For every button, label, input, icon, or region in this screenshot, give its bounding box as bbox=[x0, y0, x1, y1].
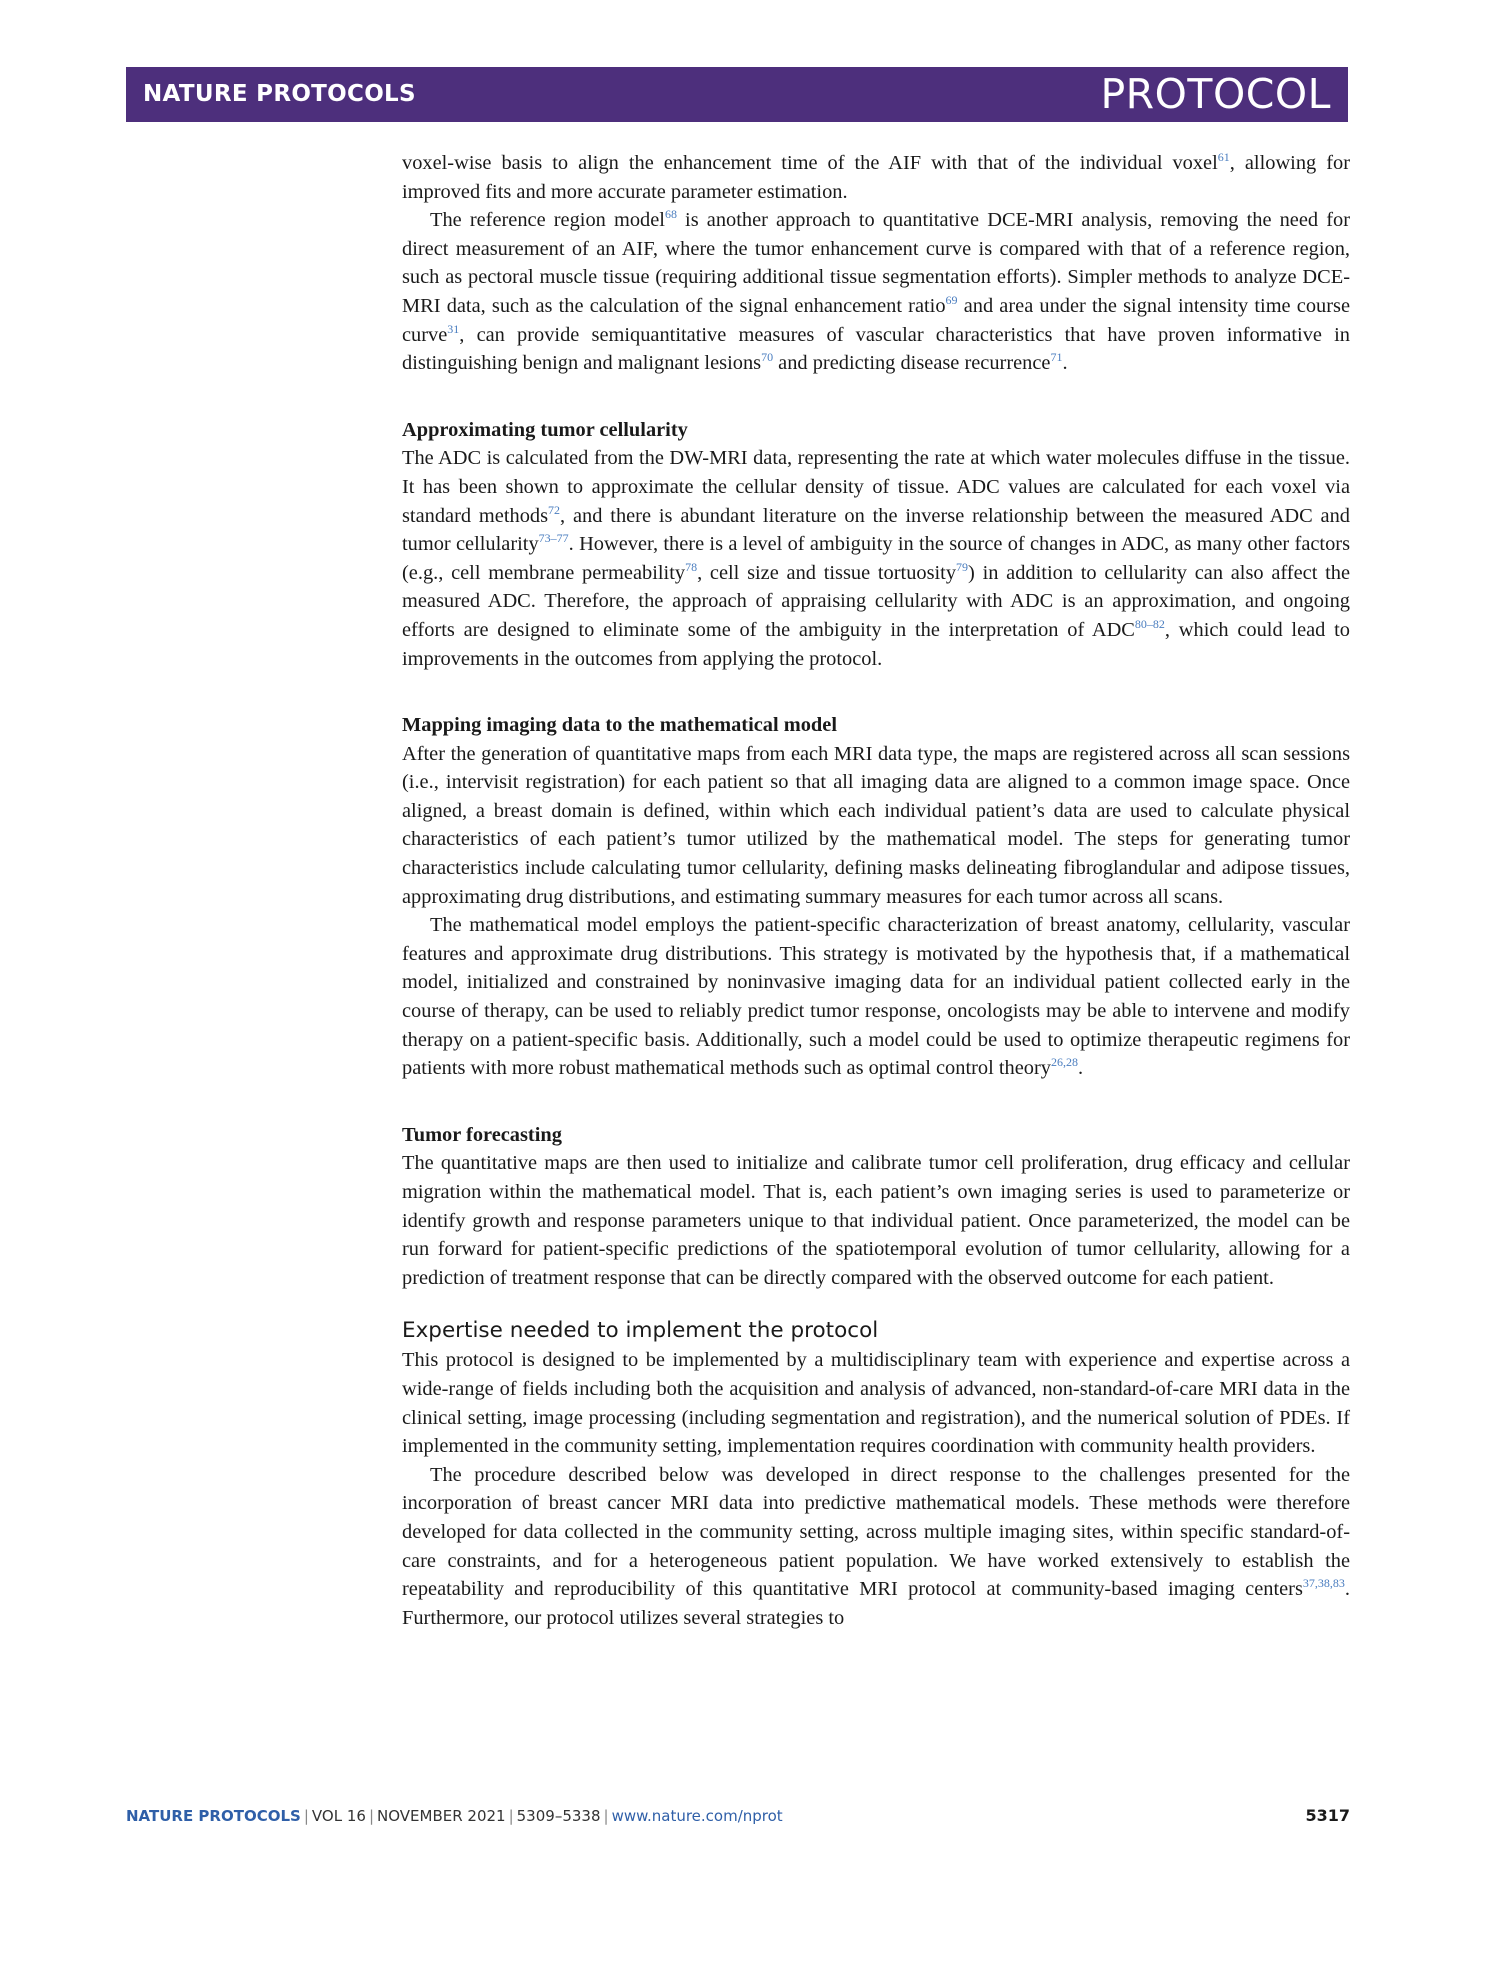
body-paragraph bbox=[402, 444, 1350, 673]
body-paragraph bbox=[402, 740, 1350, 912]
citation-ref[interactable]: 71 bbox=[1050, 350, 1063, 365]
page-number: 5317 bbox=[1305, 1806, 1350, 1825]
paragraph-text: The mathematical model employs the patient-specific characterization of breast anatomy, cellularity, vascular features and approximate drug distributions. This strategy is motivated by the hypothesis that, if a mathematical model, initialized and constrained by noninvasive imaging data for an individual patient collected early in the course of therapy, can be used to reliably predict tumor response, oncologists may be able to intervene and modify therapy on a patient-specific basis. Additionally, such a model could be used to optimize therapeutic regimens for patients with more robust mathematical methods such as optimal control theory bbox=[402, 914, 1350, 1080]
citation-ref[interactable]: 72 bbox=[548, 502, 561, 517]
paragraph-text: The quantitative maps are then used to initialize and calibrate tumor cell proliferation, drug efficacy and cellular migration within the mathematical model. That is, each patient’s own imaging series is used to parameterize or identify growth and response parameters unique to that individual patient. Once parameterized, the model can be run forward for patient-specific predictions of the spatiotemporal evolution of tumor cellularity, allowing for a prediction of treatment response that can be directly compared with the observed outcome for each patient. bbox=[402, 1152, 1350, 1289]
citation-ref[interactable]: 31 bbox=[447, 321, 460, 336]
citation-ref[interactable]: 61 bbox=[1217, 150, 1230, 165]
article-body bbox=[402, 149, 1350, 1632]
citation-ref[interactable]: 73–77 bbox=[538, 531, 569, 546]
paragraph-text: After the generation of quantitative maps from each MRI data type, the maps are registered across all scan sessions (i.e., intervisit registration) for each patient so that all imaging data are aligned to a common image space. Once aligned, a breast domain is defined, within which each individual patient’s data are used to calculate physical characteristics of each patient’s tumor utilized by the mathematical model. The steps for generating tumor characteristics include calculating tumor cellularity, defining masks delineating fibroglandular and adipose tissues, approximating drug distributions, and estimating summary measures for each tumor across all scans. bbox=[402, 742, 1350, 908]
paragraph-text: and predicting disease recurrence bbox=[773, 352, 1051, 375]
citation-ref[interactable]: 26,28 bbox=[1050, 1055, 1078, 1070]
body-paragraph bbox=[402, 1461, 1350, 1633]
paragraph-text: voxel-wise basis to align the enhancement time of the AIF with that of the individual voxel bbox=[402, 152, 1218, 174]
citation-ref[interactable]: 79 bbox=[956, 559, 969, 574]
citation-ref[interactable]: 68 bbox=[664, 207, 677, 222]
paragraph-text: and area under the signal intensity time course curve bbox=[402, 294, 1350, 346]
article-type: PROTOCOL bbox=[1100, 70, 1331, 118]
paragraph-text: . However, there is a level of ambiguity in the source of changes in ADC, as many other factors (e.g., cell membrane permeability bbox=[402, 533, 1350, 584]
paragraph-text: . bbox=[1077, 1057, 1084, 1080]
paragraph-text: , and there is abundant literature on the inverse relationship between the measured ADC and tumor cellularity bbox=[402, 504, 1350, 556]
footer-citation: NATURE PROTOCOLS | VOL 16 | NOVEMBER 2021 | 5309–5338 | www.nature.com/nprot bbox=[126, 1807, 783, 1825]
citation-ref[interactable]: 69 bbox=[945, 293, 958, 308]
paragraph-text: This protocol is designed to be implemented by a multidisciplinary team with experience and expertise across a wide-range of fields including both the acquisition and analysis of advanced, non-standard-of-care MRI data in the clinical setting, image processing (including segmentation and registration), and the numerical solution of PDEs. If implemented in the community setting, implementation requires coordination with community health providers. bbox=[402, 1349, 1350, 1458]
paragraph-text: ) in addition to cellularity can also affect the measured ADC. Therefore, the approach of appraising cellularity with ADC is an approximation, and ongoing efforts are designed to eliminate some of the ambiguity in the interpretation of ADC bbox=[402, 561, 1351, 641]
body-paragraph bbox=[402, 149, 1350, 206]
footer-volume: VOL 16 bbox=[311, 1807, 366, 1825]
footer-pages: 5309–5338 bbox=[516, 1807, 601, 1825]
paragraph-text: . Furthermore, our protocol utilizes several strategies to bbox=[402, 1578, 1350, 1629]
paragraph-text: , allowing for improved fits and more accurate parameter estimation. bbox=[402, 152, 1350, 203]
paragraph-text: The ADC is calculated from the DW-MRI data, representing the rate at which water molecules diffuse in the tissue. It has been shown to approximate the cellular density of tissue. ADC values are calculated for each voxel via standard methods bbox=[402, 447, 1350, 527]
subsection-heading: Approximating tumor cellularity bbox=[402, 418, 688, 441]
body-paragraph bbox=[402, 206, 1350, 378]
paragraph-text: The procedure described below was developed in direct response to the challenges presented for the incorporation of breast cancer MRI data into predictive mathematical models. These methods were therefore developed for data collected in the community setting, across multiple imaging sites, within specific standard-of-care constraints, and for a heterogeneous patient population. We have worked extensively to establish the repeatability and reproducibility of this quantitative MRI protocol at community-based imaging centers bbox=[402, 1463, 1350, 1601]
paragraph-text: , cell size and tissue tortuosity bbox=[697, 561, 957, 584]
footer-date: NOVEMBER 2021 bbox=[377, 1807, 506, 1825]
citation-ref[interactable]: 80–82 bbox=[1134, 617, 1165, 632]
section-heading: Expertise needed to implement the protocol bbox=[402, 1318, 879, 1344]
subsection-heading: Tumor forecasting bbox=[402, 1123, 562, 1146]
citation-ref[interactable]: 37,38,83 bbox=[1302, 1576, 1345, 1591]
paragraph-text: The reference region model bbox=[430, 209, 665, 232]
paragraph-text: , can provide semiquantitative measures of vascular characteristics that have proven informative in distinguishing benign and malignant lesions bbox=[402, 323, 1350, 375]
subsection-heading: Mapping imaging data to the mathematical model bbox=[402, 714, 837, 737]
citation-ref[interactable]: 70 bbox=[761, 350, 774, 365]
footer-url[interactable]: www.nature.com/nprot bbox=[611, 1807, 783, 1825]
footer-journal: NATURE PROTOCOLS bbox=[126, 1807, 301, 1825]
body-paragraph bbox=[402, 1149, 1350, 1292]
body-paragraph bbox=[402, 911, 1350, 1083]
body-paragraph bbox=[402, 1346, 1350, 1460]
paragraph-text: . bbox=[1062, 352, 1068, 375]
paragraph-text: is another approach to quantitative DCE-MRI analysis, removing the need for direct measurement of an AIF, where the tumor enhancement curve is compared with that of a reference region, such as pectoral muscle tissue (requiring additional tissue segmentation efforts). Simpler methods to analyze DCE-MRI data, such as the calculation of the signal enhancement ratio bbox=[402, 209, 1350, 317]
paragraph-text: , which could lead to improvements in the outcomes from applying the protocol. bbox=[402, 618, 1350, 670]
journal-name: NATURE PROTOCOLS bbox=[143, 81, 416, 107]
citation-ref[interactable]: 78 bbox=[685, 559, 698, 574]
